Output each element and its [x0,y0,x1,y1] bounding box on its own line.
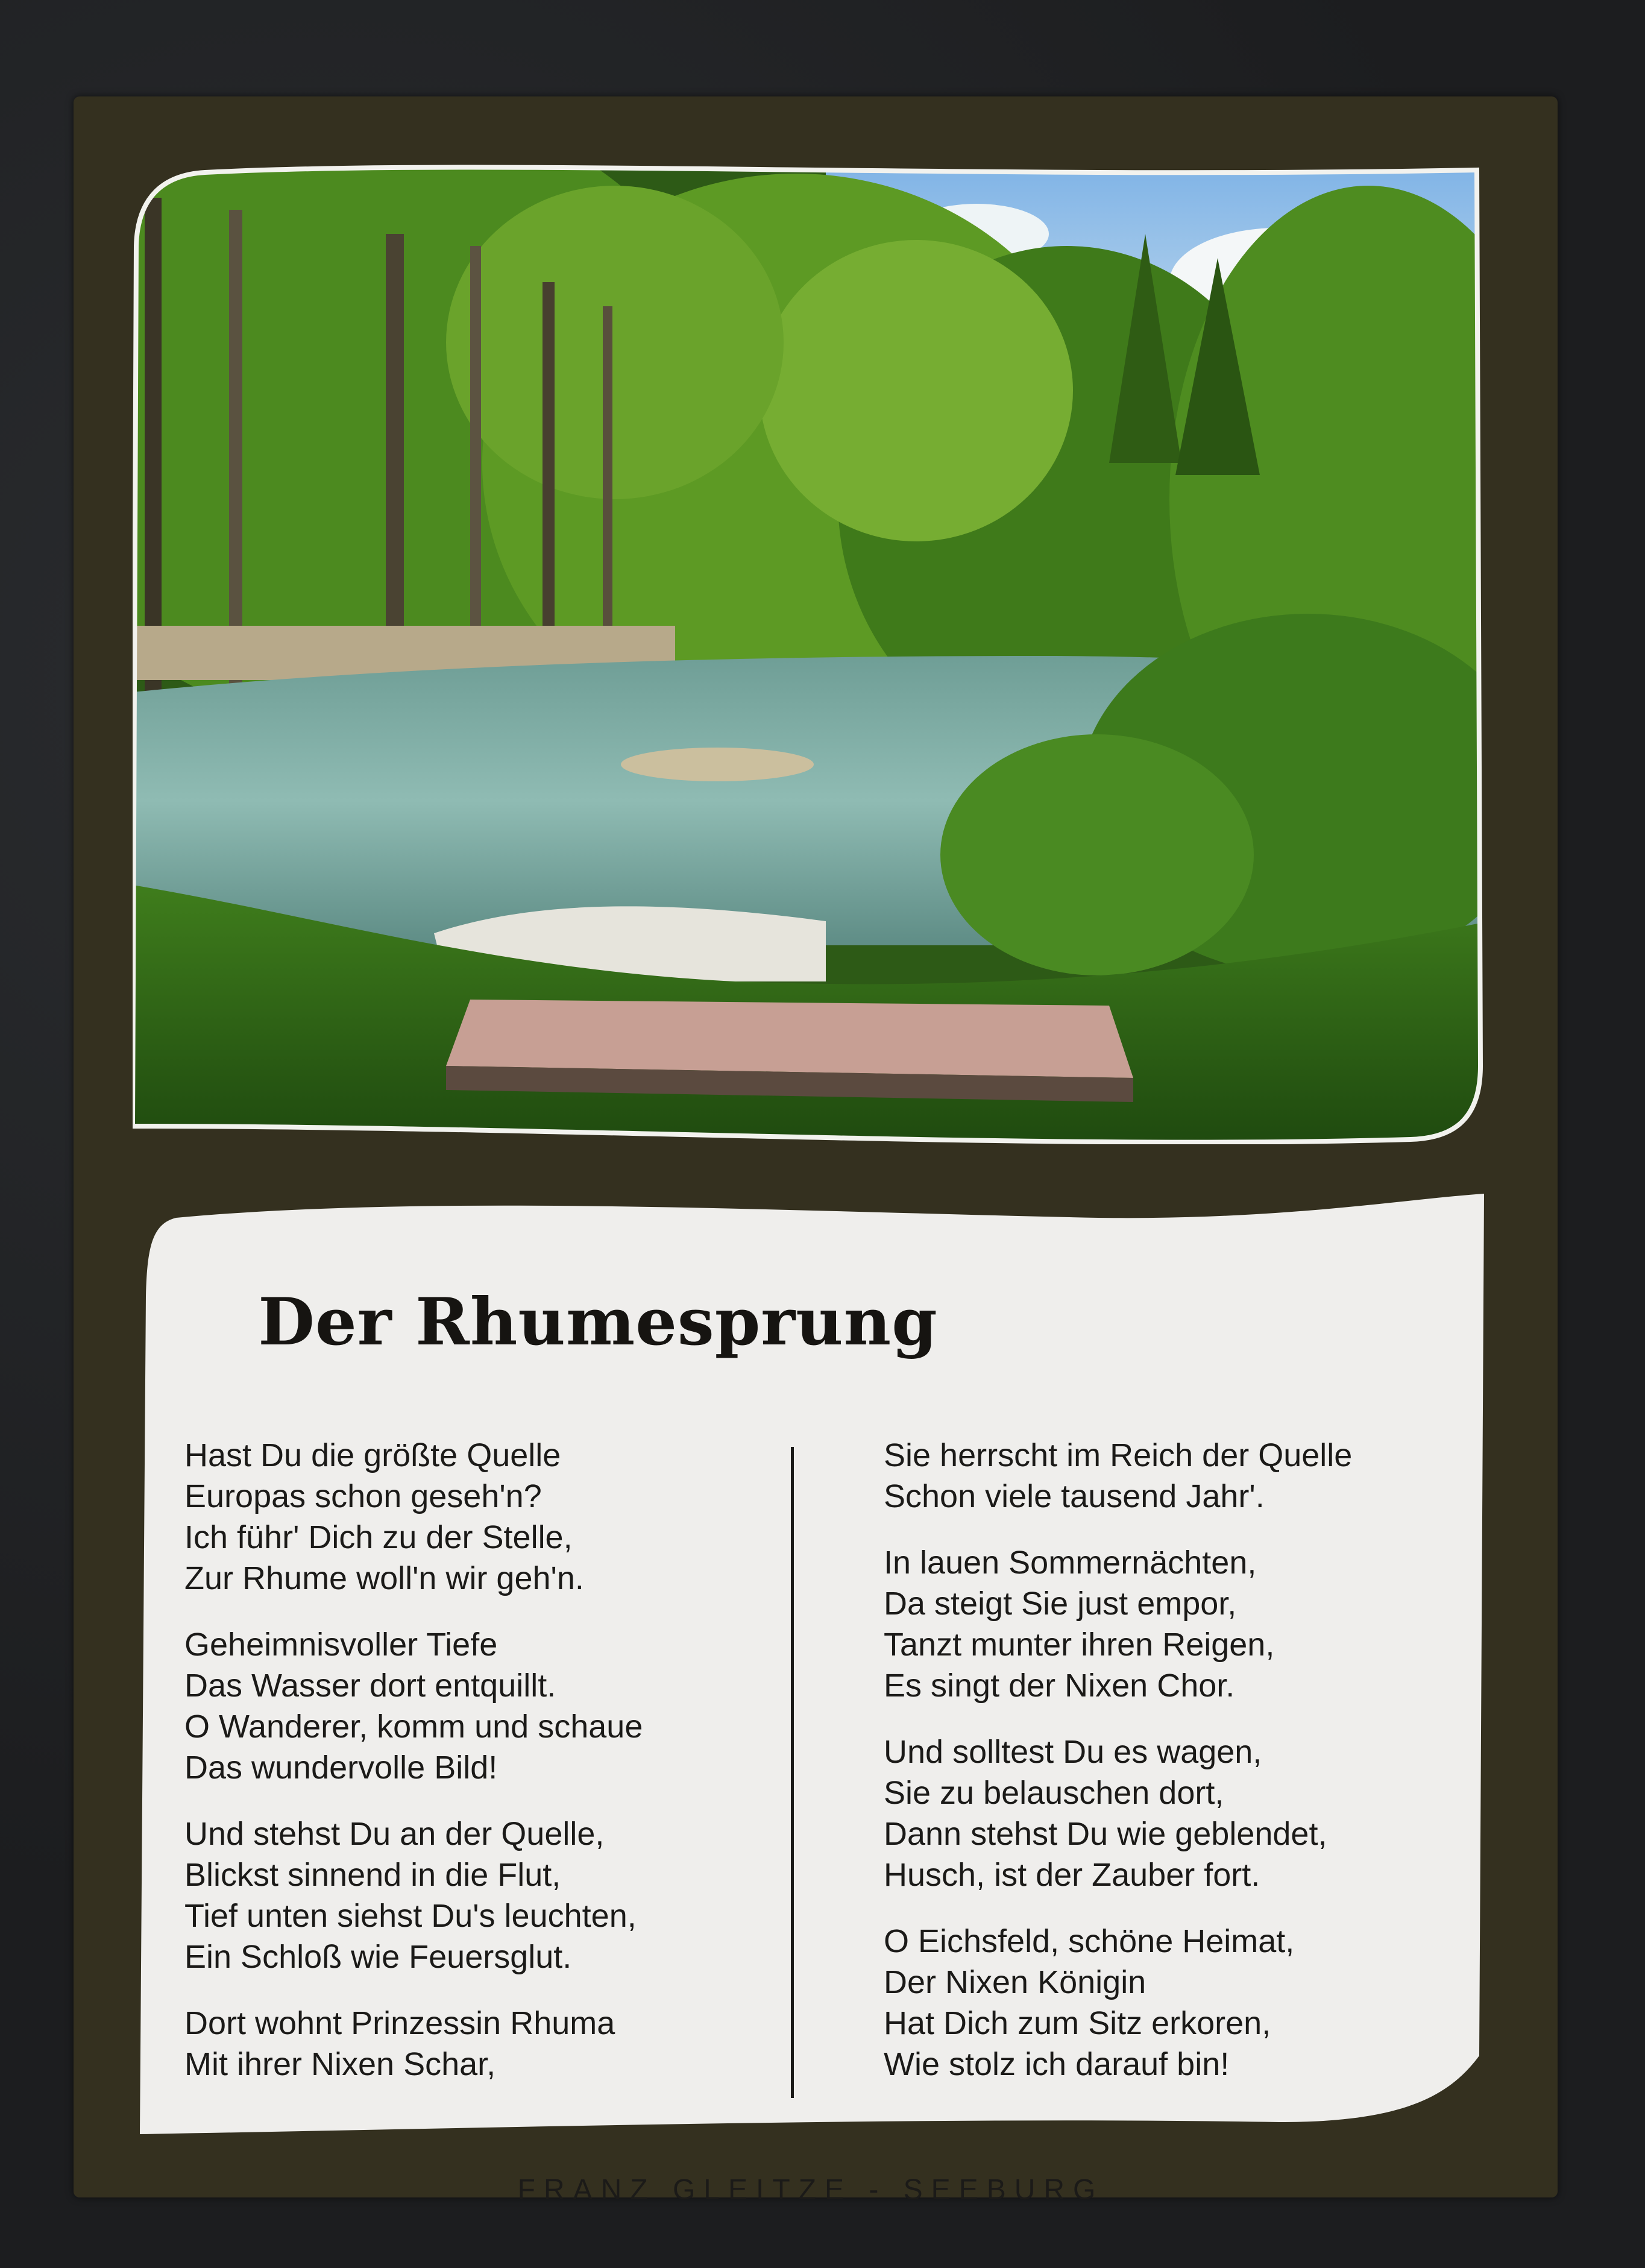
poem-line: Das Wasser dort entquillt. [184,1668,556,1704]
poem-line: Husch, ist der Zauber fort. [884,1857,1260,1893]
poem-line: Sie herrscht im Reich der Quelle [884,1437,1353,1473]
poem-line: Schon viele tausend Jahr'. [884,1478,1265,1514]
poem-line: Tanzt munter ihren Reigen, [884,1627,1275,1663]
poem-line: Zur Rhume woll'n wir geh'n. [184,1560,584,1596]
poem-right-column [884,1435,1486,2110]
poem-line: Tief unten siehst Du's leuchten, [184,1898,637,1934]
poem-line: Geheimnisvoller Tiefe [184,1627,498,1663]
stanza [184,2003,787,2085]
poem-line: Und stehst Du an der Quelle, [184,1816,605,1852]
poem-line: Und solltest Du es wagen, [884,1734,1262,1770]
stanza [884,1435,1486,1517]
poem-line: Ein Schloß wie Feuersglut. [184,1939,572,1975]
poem-line: Europas schon geseh'n? [184,1478,542,1514]
landscape-photo [133,162,1490,1144]
poem-left-column [184,1435,787,2110]
poem-line: Wie stolz ich darauf bin! [884,2046,1230,2082]
stanza [884,1542,1486,1706]
poem-line: Da steigt Sie just empor, [884,1586,1237,1622]
stanza [184,1813,787,1977]
stanza [184,1624,787,1788]
poem-line: O Eichsfeld, schöne Heimat, [884,1923,1295,1959]
column-divider [791,1447,794,2098]
poem-line: Blickst sinnend in die Flut, [184,1857,561,1893]
poem-line: Es singt der Nixen Chor. [884,1668,1235,1704]
poem-panel [134,1194,1488,2206]
poem-title: Der Rhumesprung [258,1284,938,1360]
poem-line: Dann stehst Du wie geblendet, [884,1816,1327,1852]
poem-line: In lauen Sommernächten, [884,1545,1257,1581]
poem-line: Hat Dich zum Sitz erkoren, [884,2005,1271,2041]
poem-line: Hast Du die größte Quelle [184,1437,561,1473]
poem-line: Dort wohnt Prinzessin Rhuma [184,2005,615,2041]
poem-line: Mit ihrer Nixen Schar, [184,2046,496,2082]
poem-line: Das wundervolle Bild! [184,1750,498,1786]
poem-line: Sie zu belauschen dort, [884,1775,1224,1811]
stanza [884,1731,1486,1895]
postcard [74,96,1558,2206]
poem-line: Ich führ' Dich zu der Stelle, [184,1519,573,1555]
stanza [884,1921,1486,2085]
author-credit: FRANZ GLEITZE - SEEBURG [517,2174,1104,2206]
poem-line: O Wanderer, komm und schaue [184,1709,643,1745]
stanza [184,1435,787,1599]
poem-line: Der Nixen Königin [884,1964,1146,2000]
